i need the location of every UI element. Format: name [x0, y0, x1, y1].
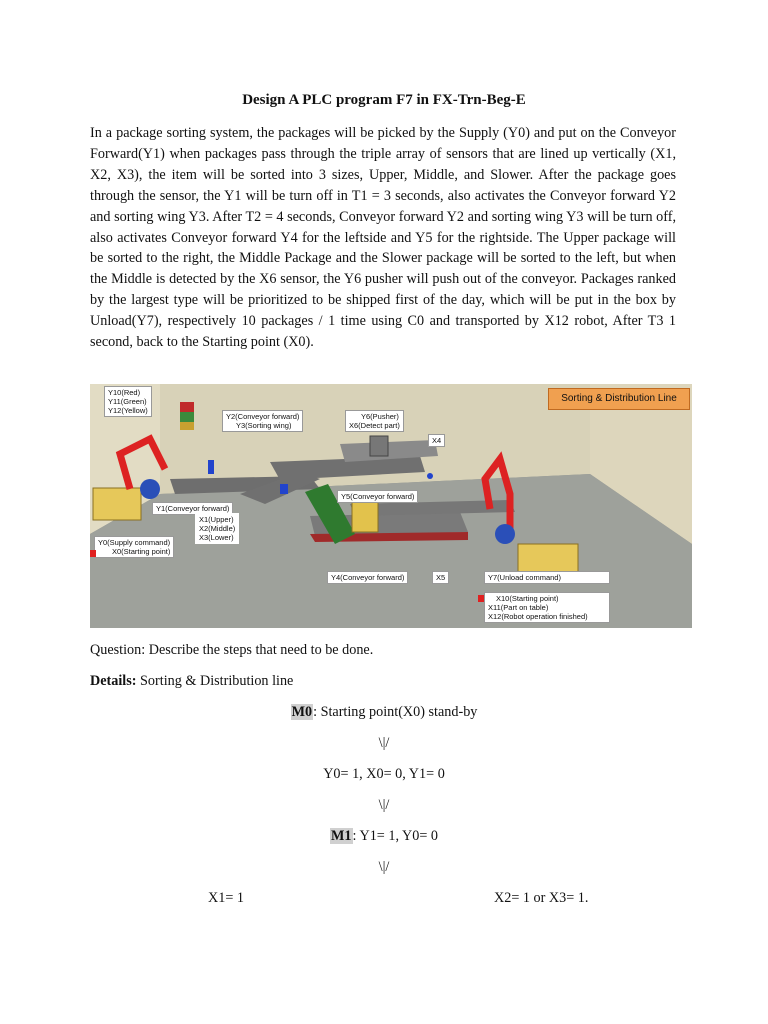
x4-label: X4: [428, 434, 445, 447]
flow-step-m1: M1: Y1= 1, Y0= 0: [331, 828, 438, 844]
y7-label: Y7(Unload command): [484, 571, 610, 584]
sorting-line-figure: [90, 384, 692, 628]
branch-left: X1= 1: [208, 890, 244, 906]
flow-arrow-1: \|/: [378, 735, 390, 751]
branch-right: X2= 1 or X3= 1.: [494, 890, 589, 906]
y1-label: Y1(Conveyor forward): [152, 502, 233, 515]
m1-tag: M1: [331, 828, 352, 844]
flow-arrow-3: \|/: [378, 859, 390, 875]
flow-arrow-2: \|/: [378, 797, 390, 813]
y5-label: Y5(Conveyor forward): [337, 490, 418, 503]
unload-box: [518, 544, 578, 574]
y6-labels: Y6(Pusher) X6(Detect part): [345, 410, 404, 432]
details-line: [90, 673, 293, 690]
x10-indicator: [478, 595, 484, 602]
x5-label: X5: [432, 571, 449, 584]
flow-step-1: Y0= 1, X0= 0, Y1= 0: [323, 766, 445, 782]
figure-title: Sorting & Distribution Line: [548, 388, 690, 410]
lamp-labels: Y10(Red) Y11(Green) Y12(Yellow): [104, 386, 152, 417]
details-text: Sorting & Distribution line: [136, 673, 294, 689]
supply-box: [93, 488, 141, 520]
y0-labels: Y0(Supply command) X0(Starting point): [94, 536, 174, 558]
y4-label: Y4(Conveyor forward): [327, 571, 408, 584]
x10-labels: X10(Starting point) X11(Part on table) X12(Robot operation finished): [484, 592, 610, 623]
y2-labels: Y2(Conveyor forward) Y3(Sorting wing): [222, 410, 303, 432]
x0-indicator: [90, 550, 96, 557]
flow-step-m0: M0: Starting point(X0) stand-by: [291, 704, 478, 720]
m0-tag: M0: [291, 704, 313, 720]
details-label: Details:: [90, 673, 137, 689]
question-text: Question: Describe the steps that need to be done.: [90, 642, 374, 658]
description-paragraph: In a package sorting system, the packages will be picked by the Supply (Y0) and put on the Conveyor Forward(Y1) when packages pass through the triple array of sensors that are lined up vertically (X1, X2, X3), the item will be sorted into 3 sizes, Upper, Middle, and Slower. After the package goes through the sensor, the Y1 will be turn off in T1 = 3 seconds, also activates the Conveyor forward Y2 and sorting wing Y3. After T2 = 4 seconds, Conveyor forward Y2 and sorting wing Y3 will be turn off, also activates Conveyor forward Y4 for the leftside and Y5 for the rightside. The Upper package will be sorted to the right, the Middle Package and the Slower package will be sorted to the left, but when the Middle is detected by the X6 sensor, the Y6 pusher will push out of the conveyor. Packages ranked by the largest type will be prioritized to be shipped first of the day, which will be put in the box by Unload(Y7), respectively 10 packages / 1 time using C0 and transported by X12 robot, After T3 1 second, back to the Starting point (X0).: [90, 125, 676, 351]
document-title: Design A PLC program F7 in FX-Trn-Beg-E: [242, 92, 526, 108]
x-sensor-labels: X1(Upper) X2(Middle) X3(Lower): [195, 513, 239, 544]
